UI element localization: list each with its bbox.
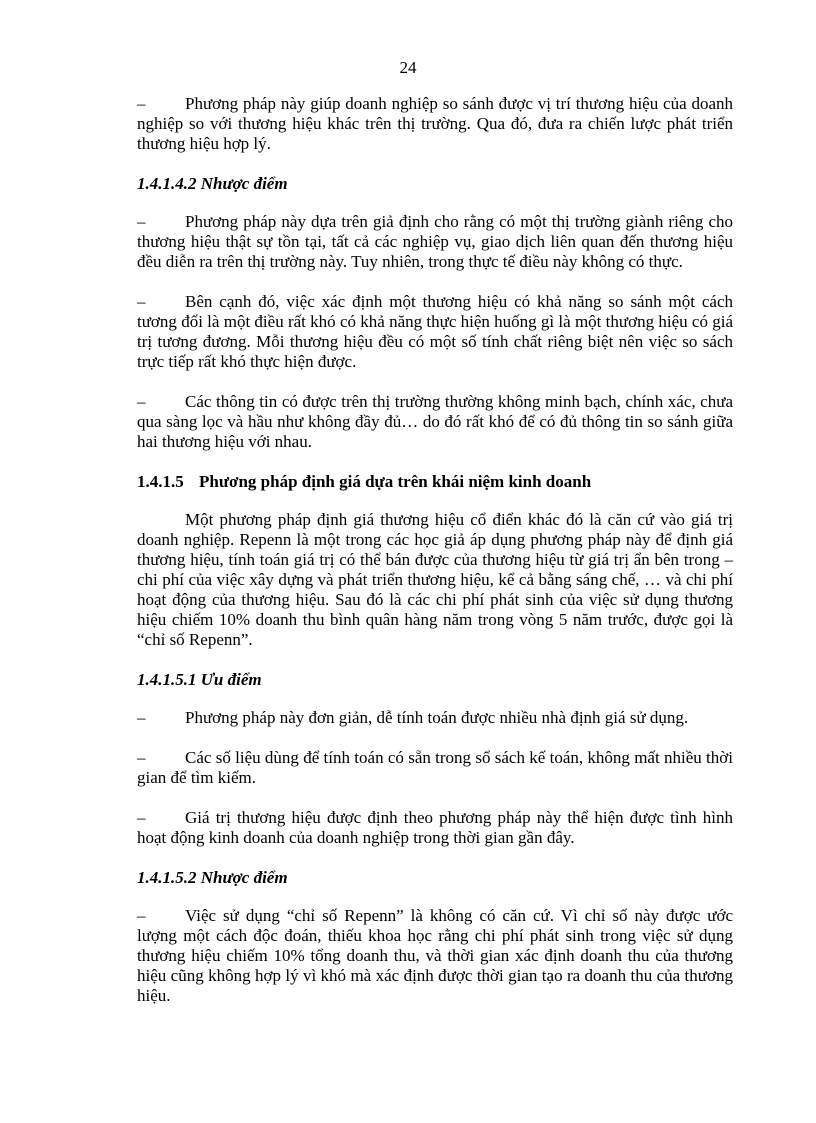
dash-bullet: –: [137, 392, 146, 411]
paragraph-text: Phương pháp này đơn giản, dễ tính toán được nhiều nhà định giá sử dụng.: [185, 708, 689, 727]
bullet-paragraph: [137, 748, 733, 788]
dash-bullet: –: [137, 748, 146, 767]
dash-bullet: –: [137, 94, 146, 113]
heading-1-4-1-5-2: 1.4.1.5.2 Nhược điểm: [137, 868, 288, 887]
bullet-paragraph: [137, 292, 733, 372]
heading-1-4-1-4-2: 1.4.1.4.2 Nhược điểm: [137, 174, 288, 193]
heading-1-4-1-5-1: 1.4.1.5.1 Ưu điểm: [137, 670, 262, 689]
paragraph-text: Phương pháp này dựa trên giả định cho rằng có một thị trường giành riêng cho thương hiệu thật sự tồn tại, tất cả các nghiệp vụ, giao dịch liên quan đến thương hiệu đều diễn ra trên thị trường này. Tuy nhiên, trong thực tế điều này không có thực.: [137, 212, 733, 271]
dash-bullet: –: [137, 708, 146, 727]
bullet-paragraph: [137, 708, 733, 728]
bullet-paragraph: [137, 94, 733, 154]
page-content: [137, 94, 733, 1026]
paragraph-text: Bên cạnh đó, việc xác định một thương hiệu có khả năng so sánh một cách tương đối là một điều rất khó có khả năng thực hiện huống gì là một thương hiệu có giá trị tương đương. Mỗi thương hiệu đều có một số tính chất riêng biệt nên việc so sách trực tiếp rất khó thực hiện được.: [137, 292, 733, 371]
heading-title: Phương pháp định giá dựa trên khái niệm kinh doanh: [199, 472, 592, 491]
dash-bullet: –: [137, 212, 146, 231]
bullet-paragraph: [137, 212, 733, 272]
paragraph-text: Phương pháp này giúp doanh nghiệp so sánh được vị trí thương hiệu của doanh nghiệp so với thương hiệu khác trên thị trường. Qua đó, đưa ra chiến lược phát triển thương hiệu hợp lý.: [137, 94, 733, 153]
dash-bullet: –: [137, 292, 146, 311]
page-number: 24: [399, 58, 417, 77]
heading-number: 1.4.1.5: [137, 472, 184, 491]
bullet-paragraph: [137, 808, 733, 848]
heading-1-4-1-5: [137, 472, 733, 492]
paragraph-text: Các thông tin có được trên thị trường thường không minh bạch, chính xác, chưa qua sàng lọc và hầu như không đầy đủ… do đó rất khó để có đủ thông tin so sánh giữa hai thương hiệu với nhau.: [137, 392, 733, 451]
bullet-paragraph: [137, 906, 733, 1006]
body-paragraph: Một phương pháp định giá thương hiệu cổ điển khác đó là căn cứ vào giá trị doanh nghiệp. Repenn là một trong các học giả áp dụng phương pháp này để định giá thương hiệu, tính toán giá trị có thể bán được của thương hiệu từ giá trị ẩn bên trong – chi phí của việc xây dựng và phát triển thương hiệu, kể cả bằng sáng chế, … và chi phí hoạt động của thương hiệu. Sau đó là các chi phí phát sinh của việc sử dụng thương hiệu chiếm 10% doanh thu bình quân hàng năm trong vòng 5 năm trước, được gọi là “chỉ số Repenn”.: [137, 510, 733, 649]
bullet-paragraph: [137, 392, 733, 452]
paragraph-text: Việc sử dụng “chỉ số Repenn” là không có căn cứ. Vì chỉ số này được ước lượng một cách độc đoán, thiếu khoa học rằng chi phí phát sinh trong việc sử dụng thương hiệu chiếm 10% tổng doanh thu, và thời gian xác định doanh thu của thương hiệu cũng không hợp lý vì khó mà xác định được thời gian tạo ra doanh thu của thương hiệu.: [137, 906, 733, 1005]
paragraph-text: Giá trị thương hiệu được định theo phương pháp này thể hiện được tình hình hoạt động kinh doanh của doanh nghiệp trong thời gian gần đây.: [137, 808, 733, 847]
dash-bullet: –: [137, 808, 146, 827]
paragraph-text: Các số liệu dùng để tính toán có sẵn trong sổ sách kế toán, không mất nhiều thời gian để tìm kiếm.: [137, 748, 733, 787]
dash-bullet: –: [137, 906, 146, 925]
